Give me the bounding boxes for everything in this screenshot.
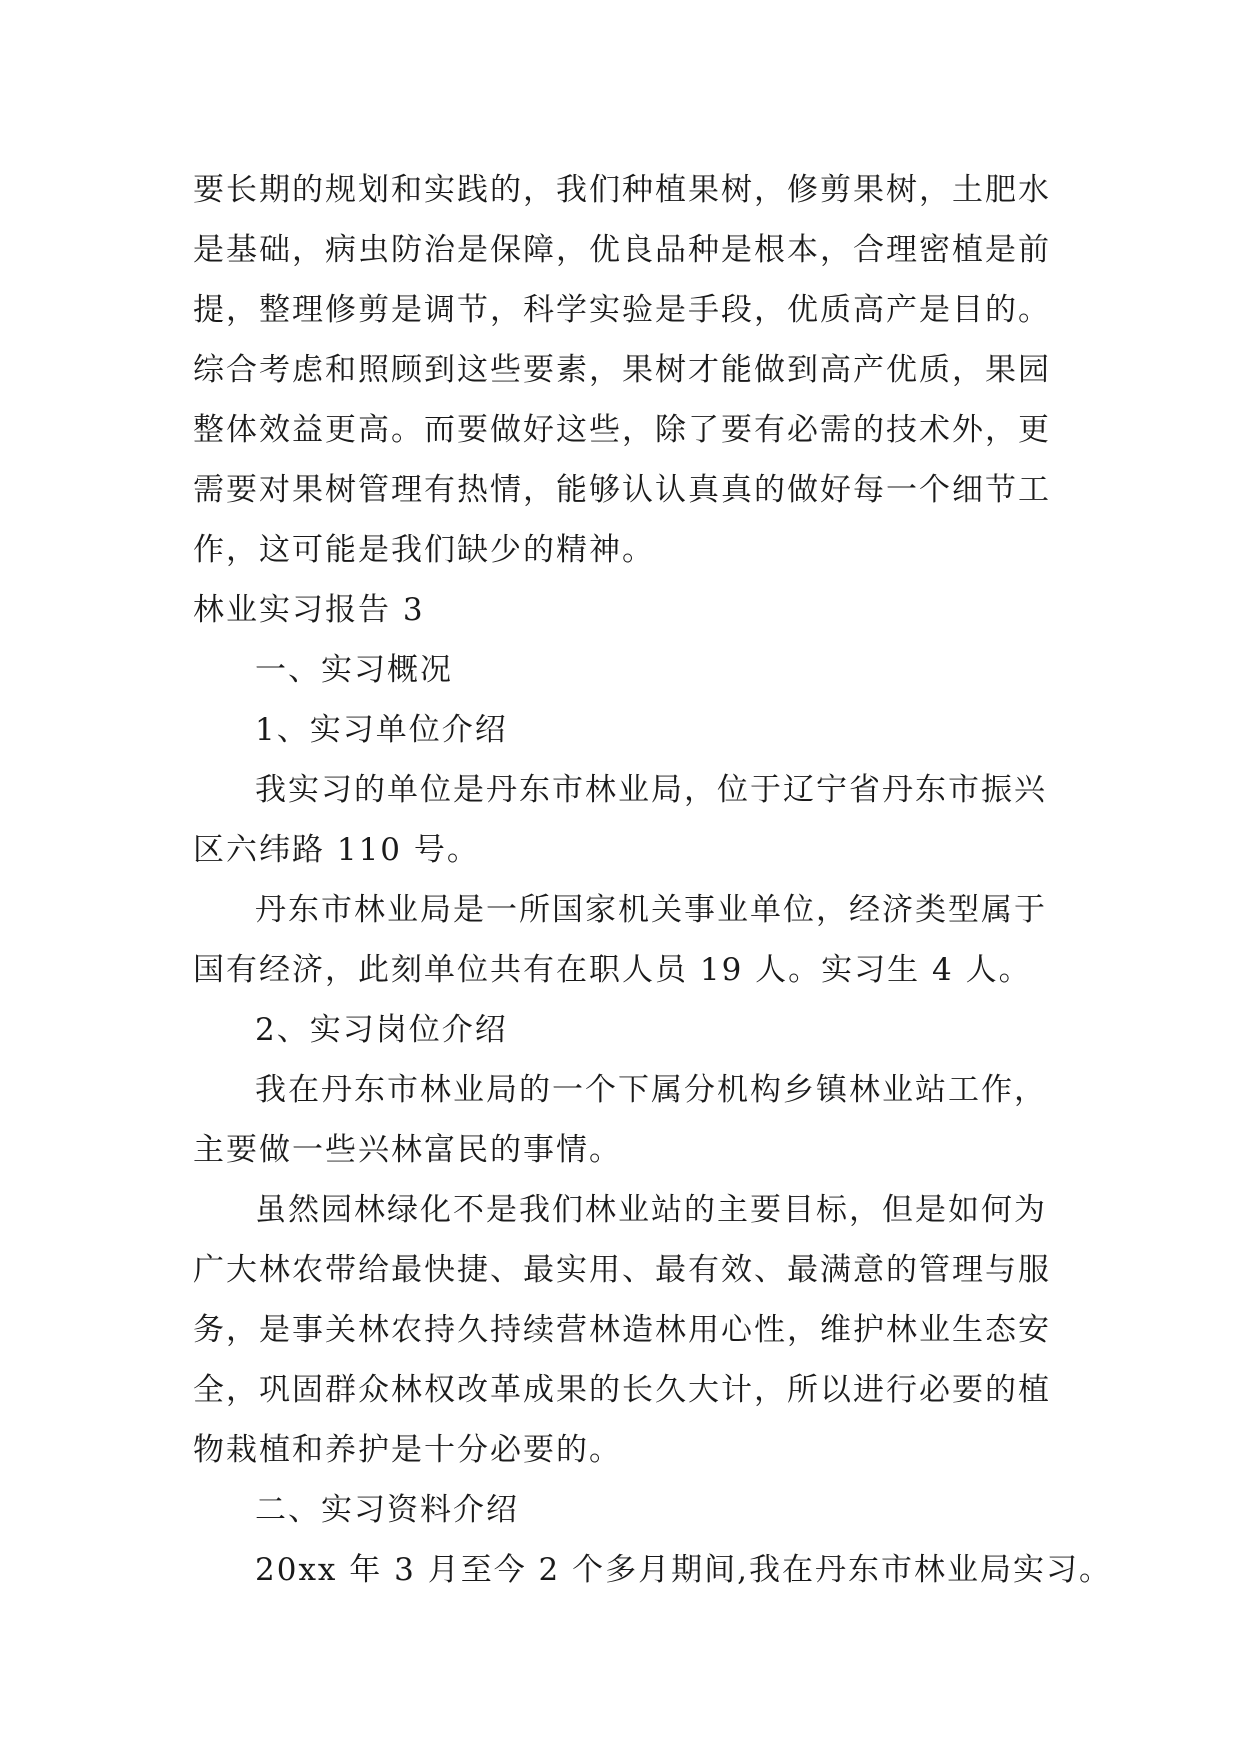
text-line: 国有经济，此刻单位共有在职人员 19 人。实习生 4 人。 [193,952,1032,988]
text-line: 20xx 年 3 月至今 2 个多月期间,我在丹东市林业局实习。 [255,1552,1112,1588]
text-line: 我实习的单位是丹东市林业局，位于辽宁省丹东市振兴 [255,772,1047,808]
section-heading-overview: 一、实习概况 [255,652,453,688]
text-line: 区六纬路 110 号。 [193,832,480,868]
text-line: 广大林农带给最快捷、最实用、最有效、最满意的管理与服 [193,1252,1051,1288]
text-line: 提，整理修剪是调节，科学实验是手段，优质高产是目的。 [193,292,1051,328]
text-line: 是基础，病虫防治是保障，优良品种是根本，合理密植是前 [193,232,1051,268]
text-line: 虽然园林绿化不是我们林业站的主要目标，但是如何为 [255,1192,1047,1228]
text-line: 我在丹东市林业局的一个下属分机构乡镇林业站工作， [255,1072,1047,1108]
subsection-heading-unit: 1、实习单位介绍 [255,712,508,748]
text-line: 主要做一些兴林富民的事情。 [193,1132,622,1168]
text-line: 丹东市林业局是一所国家机关事业单位，经济类型属于 [255,892,1047,928]
text-line: 全，巩固群众林权改革成果的长久大计，所以进行必要的植 [193,1372,1051,1408]
text-line: 需要对果树管理有热情，能够认认真真的做好每一个细节工 [193,472,1051,508]
text-line: 要长期的规划和实践的，我们种植果树，修剪果树，土肥水 [193,172,1051,208]
text-line: 务，是事关林农持久持续营林造林用心性，维护林业生态安 [193,1312,1051,1348]
text-line: 综合考虑和照顾到这些要素，果树才能做到高产优质，果园 [193,352,1051,388]
report-title: 林业实习报告 3 [193,592,425,628]
text-line: 整体效益更高。而要做好这些，除了要有必需的技术外，更 [193,412,1051,448]
subsection-heading-position: 2、实习岗位介绍 [255,1012,508,1048]
text-line: 作，这可能是我们缺少的精神。 [193,532,655,568]
document-body [193,160,1112,1600]
section-heading-materials: 二、实习资料介绍 [255,1492,519,1528]
text-line: 物栽植和养护是十分必要的。 [193,1432,622,1468]
